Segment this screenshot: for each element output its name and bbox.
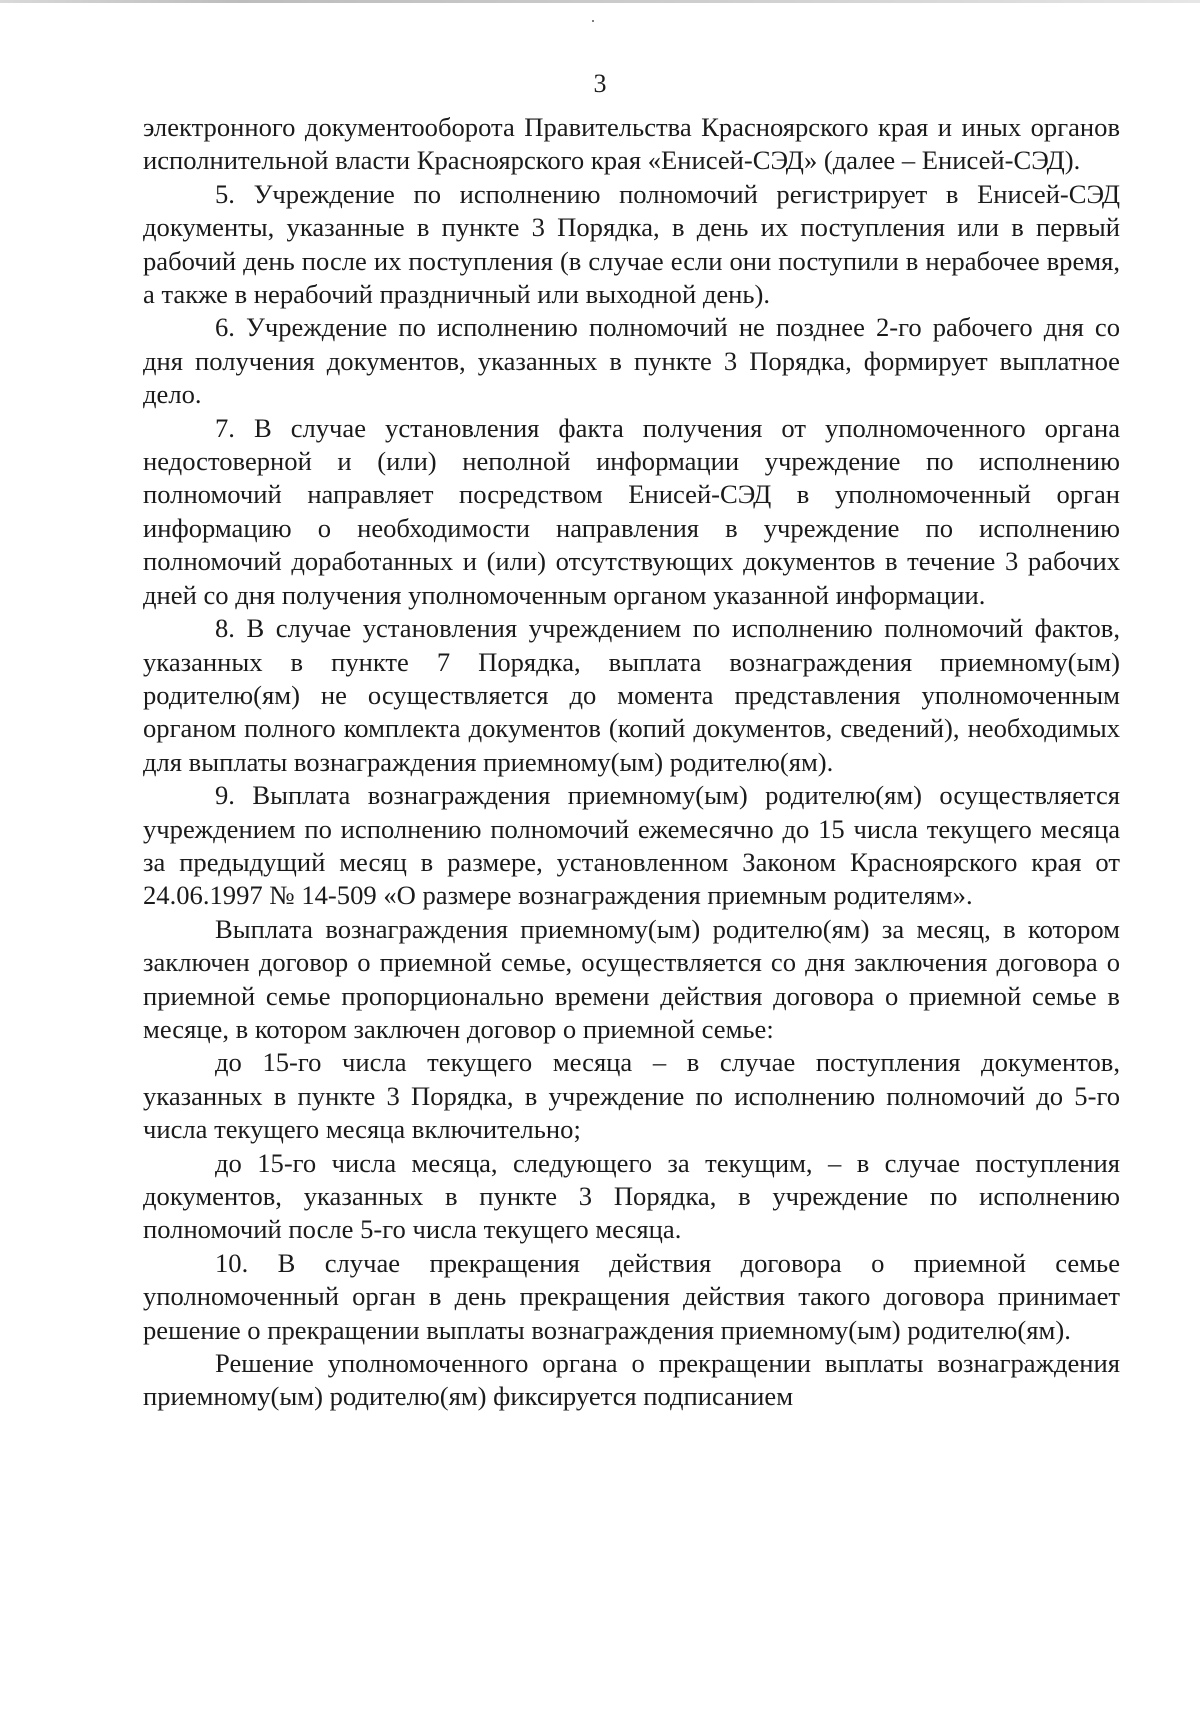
scan-speck <box>592 20 594 22</box>
paragraph-item-9: 9. Выплата вознаграждения приемному(ым) родителю(ям) осуществляется учреждением по исполнению полномочий ежемесячно до 15 числа текущего месяца за предыдущий месяц в размере, установленном Законом Красноярского края от 24.06.1997 № 14-509 «О размере вознаграждения приемным родителям». <box>143 780 1120 911</box>
paragraph-item-10-decision: Решение уполномоченного органа о прекращении выплаты вознаграждения приемному(ым) родителю(ям) фиксируется подписанием <box>143 1348 1120 1412</box>
paragraph-item-5: 5. Учреждение по исполнению полномочий регистрирует в Енисей-СЭД документы, указанные в пункте 3 Порядка, в день их поступления или в первый рабочий день после их поступления (в случае если они поступили в нерабочее время, а также в нерабочий праздничный или выходной день). <box>143 178 1120 310</box>
scan-top-edge <box>0 0 1200 3</box>
page-number: 3 <box>593 69 607 98</box>
paragraph-item-10: 10. В случае прекращения действия договора о приемной семье уполномоченный орган в день прекращения действия такого договора принимает решение о прекращении выплаты вознаграждения приемному(ым) родителю(ям). <box>143 1247 1120 1345</box>
document-body <box>143 111 1120 1414</box>
paragraph-item-7: 7. В случае установления факта получения от уполномоченного органа недостоверной и (или) неполной информации учреждение по исполнению полномочий направляет посредством Енисей-СЭД в уполномоченный орган информацию о необходимости направления в учреждение по исполнению полномочий доработанных и (или) отсутствующих документов в течение 3 рабочих дней со дня получения уполномоченным органом указанной информации. <box>143 412 1120 610</box>
paragraph-item-9-case-before-5th: до 15-го числа текущего месяца – в случае поступления документов, указанных в пункте 3 Порядка, в учреждение по исполнению полномочий до 5-го числа текущего месяца включительно; <box>143 1047 1120 1145</box>
paragraph-item-6: 6. Учреждение по исполнению полномочий не позднее 2-го рабочего дня со дня получения документов, указанных в пункте 3 Порядка, формирует выплатное дело. <box>143 312 1120 410</box>
paragraph-item-8: 8. В случае установления учреждением по исполнению полномочий фактов, указанных в пункте 7 Порядка, выплата вознаграждения приемному(ым) родителю(ям) не осуществляется до момента представления уполномоченным органом полного комплекта документов (копий документов, сведений), необходимых для выплаты вознаграждения приемному(ым) родителю(ям). <box>143 613 1120 777</box>
paragraph-continuation: электронного документооборота Правительства Красноярского края и иных органов исполнительной власти Красноярского края «Енисей-СЭД» (далее – Енисей-СЭД). <box>143 112 1120 176</box>
paragraph-item-9-case-after-5th: до 15-го числа месяца, следующего за текущим, – в случае поступления документов, указанных в пункте 3 Порядка, в учреждение по исполнению полномочий после 5-го числа текущего месяца. <box>143 1147 1120 1245</box>
paragraph-item-9-payment-month: Выплата вознаграждения приемному(ым) родителю(ям) за месяц, в котором заключен договор о приемной семье, осуществляется со дня заключения договора о приемной семье пропорционально времени действия договора о приемной семье в месяце, в котором заключен договор о приемной семье: <box>143 913 1120 1044</box>
